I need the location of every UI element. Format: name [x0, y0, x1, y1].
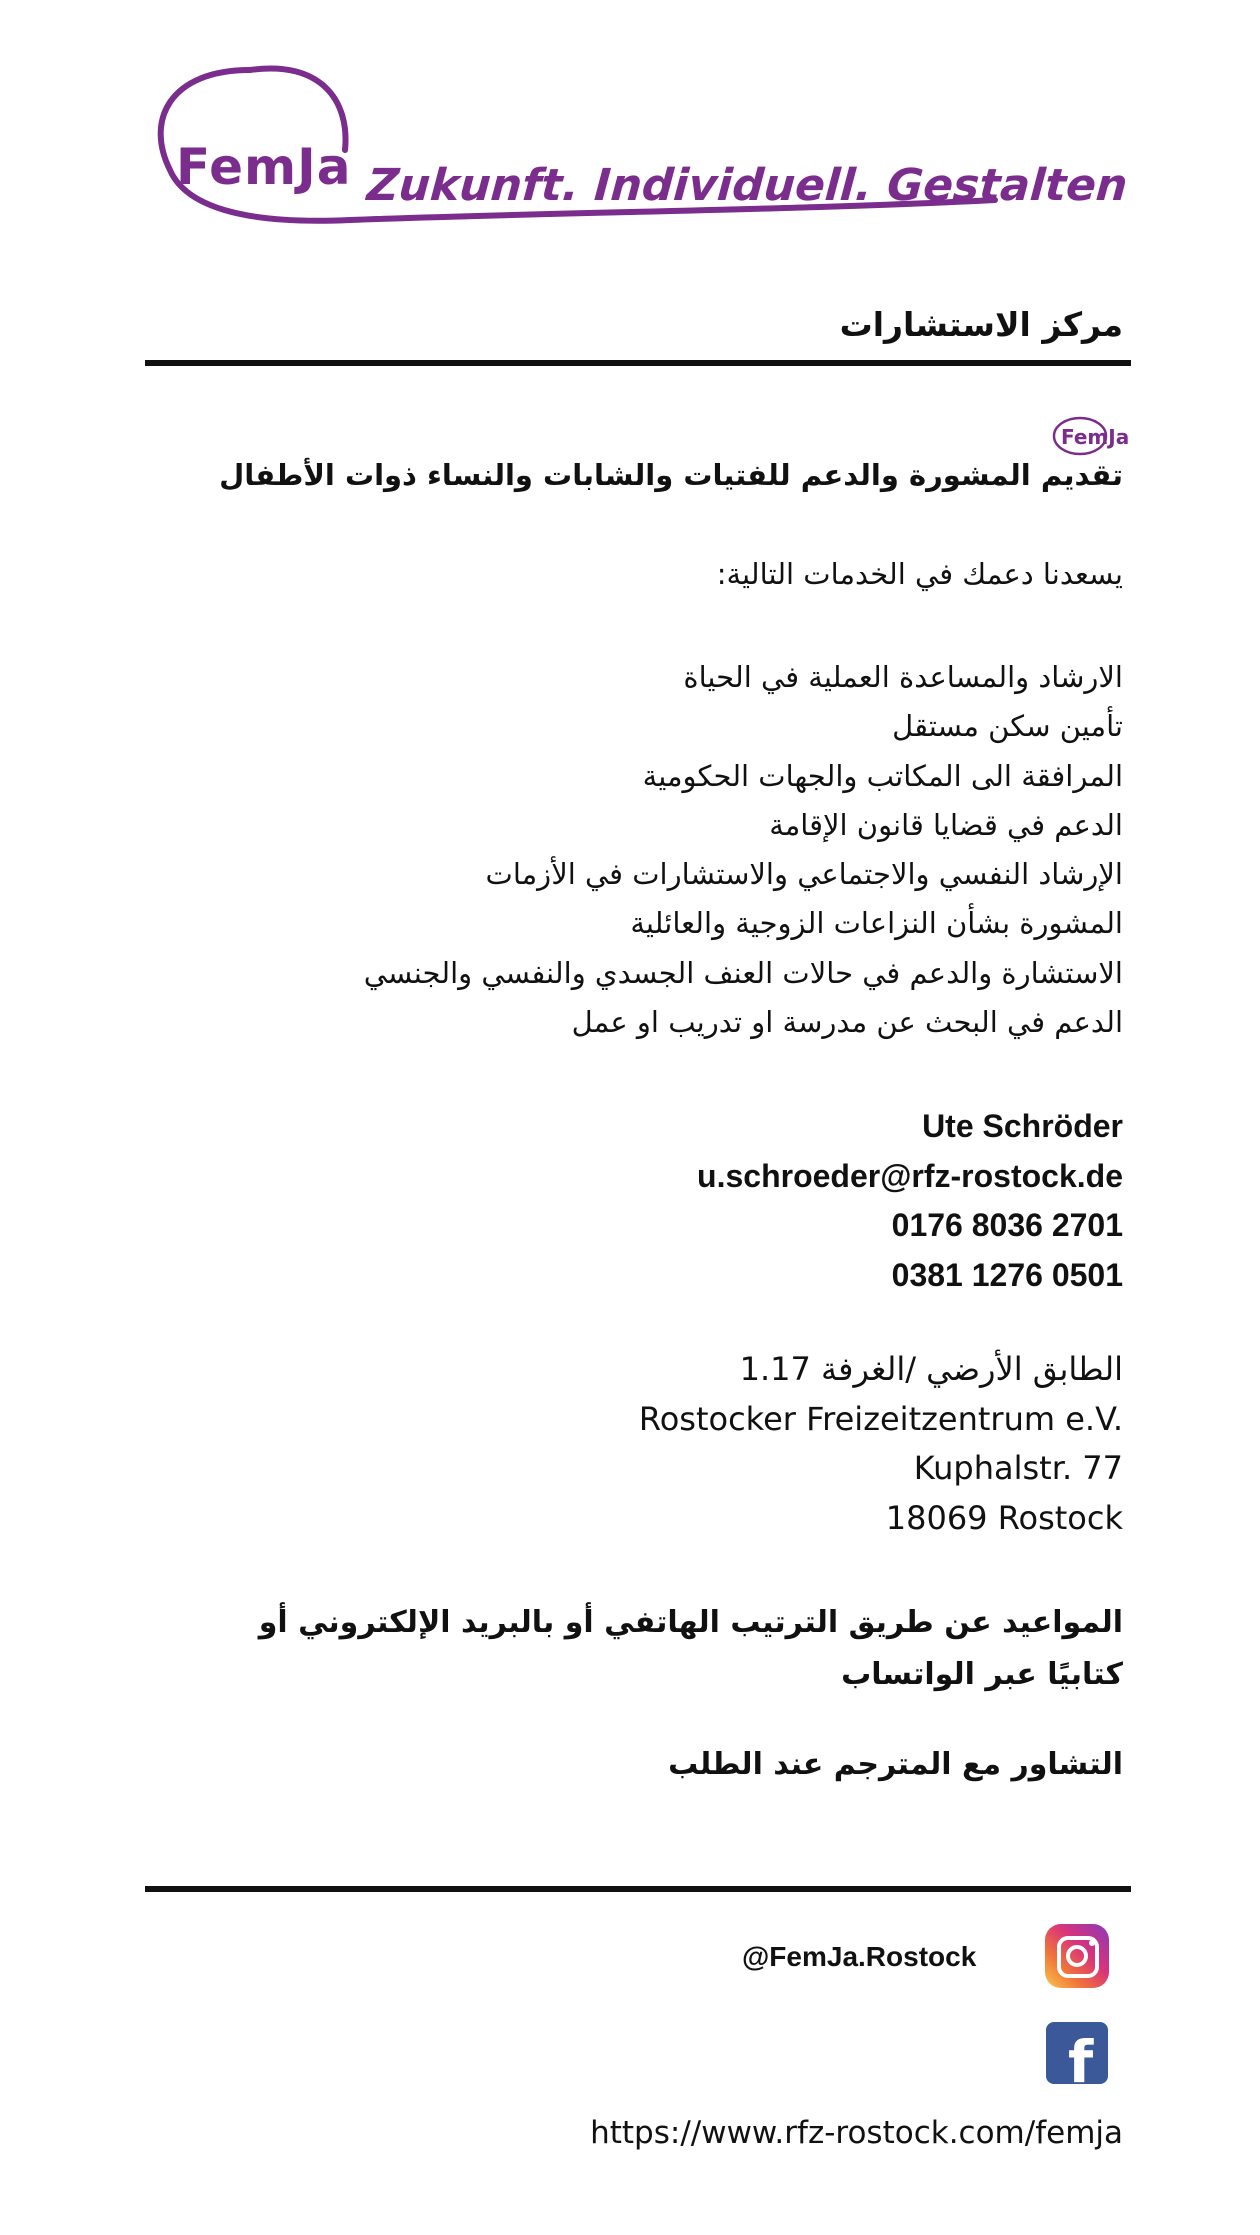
facebook-icon[interactable] [1046, 2022, 1108, 2084]
facebook-glyph: f [1068, 2028, 1094, 2084]
service-item: المشورة بشأن النزاعات الزوجية والعائلية [630, 906, 1123, 941]
service-item: الدعم في البحث عن مدرسة او تدريب او عمل [571, 1005, 1123, 1040]
services-list [364, 653, 1123, 1047]
contact-phone-mobile[interactable]: 0176 8036 2701 [891, 1207, 1123, 1244]
mini-femja-logo [1050, 414, 1140, 460]
appointments-note: المواعيد عن طريق الترتيب الهاتفي أو بالبريد الإلكتروني أو كتابيًا عبر الواتساب [258, 1605, 1123, 1692]
contact-block [697, 1102, 1123, 1301]
address-block [639, 1345, 1123, 1544]
instagram-handle[interactable]: @FemJa.Rostock [742, 1941, 977, 1972]
service-item: الاستشارة والدعم في حالات العنف الجسدي والنفسي والجنسي [363, 955, 1123, 990]
service-item: الارشاد والمساعدة العملية في الحياة [683, 660, 1123, 694]
contact-email[interactable]: u.schroeder@rfz-rostock.de [697, 1157, 1123, 1194]
address-city: 18069 Rostock [885, 1499, 1123, 1538]
subheading: تقديم المشورة والدعم للفتيات والشابات والنساء ذوات الأطفال [219, 458, 1123, 492]
intro-text: يسعدنا دعمك في الخدمات التالية: [716, 557, 1123, 591]
page-title: مركز الاستشارات [839, 305, 1123, 344]
contact-name: Ute Schröder [922, 1108, 1123, 1144]
top-divider [145, 360, 1131, 366]
instagram-icon-dot [1089, 1940, 1095, 1946]
address-street: Kuphalstr. 77 [913, 1449, 1123, 1488]
interpreter-note: التشاور مع المترجم عند الطلب [668, 1747, 1123, 1782]
service-item: المرافقة الى المكاتب والجهات الحكومية [642, 758, 1123, 793]
address-organization: Rostocker Freizeitzentrum e.V. [638, 1399, 1123, 1438]
instagram-icon-lens [1066, 1945, 1088, 1967]
instagram-icon[interactable] [1045, 1924, 1109, 1988]
website-link[interactable]: https://www.rfz-rostock.com/femja [590, 2115, 1123, 2151]
service-item: تأمين سكن مستقل [892, 709, 1123, 744]
bottom-divider [145, 1886, 1131, 1892]
contact-phone-landline[interactable]: 0381 1276 0501 [891, 1257, 1123, 1294]
service-item: الإرشاد النفسي والاجتماعي والاستشارات في الأزمات [485, 857, 1123, 892]
mini-logo-text: FemJa [1061, 425, 1130, 449]
femja-logo: FemJa [176, 138, 352, 196]
address-room: الطابق الأرضي /الغرفة 1.17 [739, 1350, 1123, 1388]
service-item: الدعم في قضايا قانون الإقامة [769, 807, 1123, 842]
tagline: Zukunft. Individuell. Gestalten [365, 160, 1130, 211]
